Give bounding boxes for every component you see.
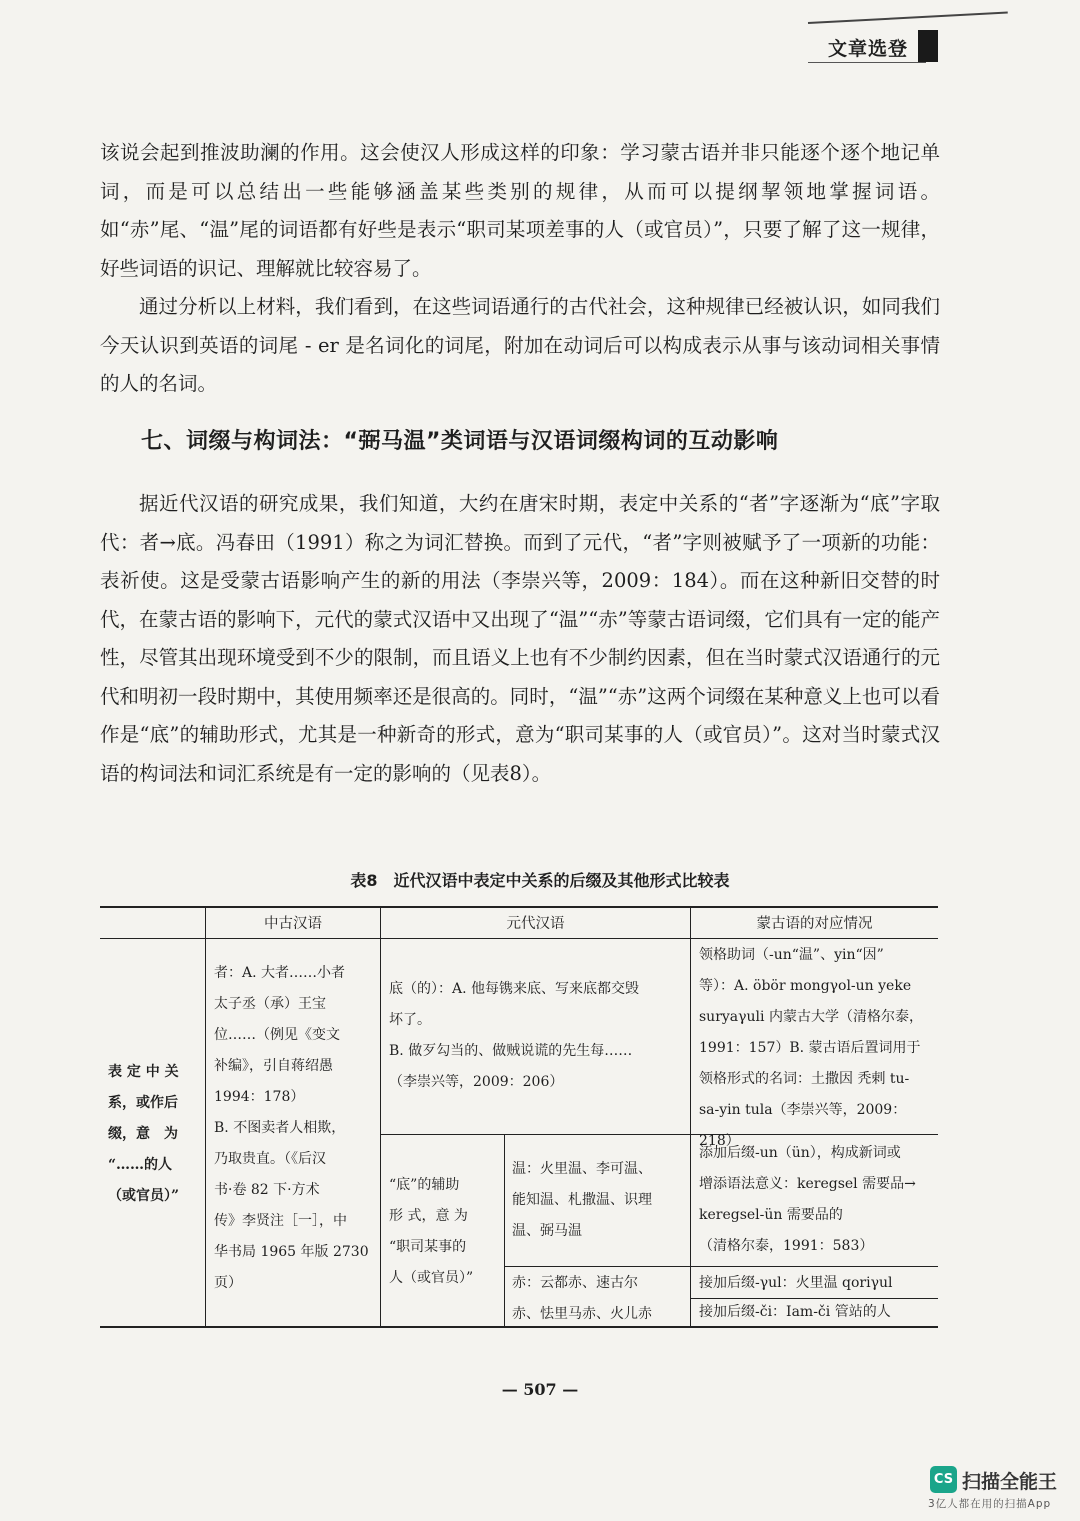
- table-col-rule: [504, 1134, 505, 1328]
- table-top-rule: [100, 906, 938, 908]
- table-col-rule: [380, 906, 381, 1328]
- table-row-rule: [504, 1266, 938, 1267]
- table-header: 蒙古语的对应情况: [756, 916, 873, 932]
- header-underline: [808, 62, 926, 63]
- table-cell-chi-examples: 赤：云都赤、速古尔 赤、怯里马赤、火儿赤: [512, 1275, 652, 1322]
- table-col-rule: [205, 906, 206, 1328]
- body-text-top: [100, 134, 940, 404]
- table-cell-mongol-chi-1: 接加后缀-γul：火里温 qoriγul: [699, 1275, 893, 1291]
- header-rule: [808, 12, 1008, 24]
- table-col-rule: [690, 906, 691, 1328]
- paragraph: 通过分析以上材料，我们看到，在这些词语通行的古代社会，这种规律已经被认识，如同我们今天认识到英语的词尾 - er 是名词化的词尾，附加在动词后可以构成表示从事与该动词相关事情的人的名词。: [100, 295, 940, 395]
- comparison-table: [100, 906, 938, 1330]
- camscanner-logo-icon: CS: [930, 1466, 957, 1493]
- table-row-label: 表 定 中 关 系，或作后 缀，意 为 “……的人 （或官员）”: [108, 1064, 180, 1204]
- table-caption: 表8 近代汉语中表定中关系的后缀及其他形式比较表: [350, 871, 730, 890]
- table-cell-mongol-chi-2: 接加后缀-či：Iam-či 管站的人: [699, 1304, 891, 1320]
- table-cell-middle-chinese: 者：A. 大者……小者 太子丞（承）王宝 位……（例见《变文 补编》，引自蒋绍愚 1994：178） B. 不图卖者人相欺， 乃取贵直。（《后汉 书·卷 82 下·方术 传》李贤注［一］，中 华书局 1965 年版 2730 页）: [214, 965, 369, 1291]
- paragraph: 据近代汉语的研究成果，我们知道，大约在唐宋时期，表定中关系的“者”字逐渐为“底”字取代：者→底。冯春田（1991）称之为词汇替换。而到了元代，“者”字则被赋予了一项新的功能：表祈使。这是受蒙古语影响产生的新的用法（李崇兴等，2009：184）。而在这种新旧交替的时代，在蒙古语的影响下，元代的蒙式汉语中又出现了“温”“赤”等蒙古语词缀，它们具有一定的能产性，尽管其出现环境受到不少的限制，而且语义上也有不少制约因素，但在当时蒙式汉语通行的元代和明初一段时期中，其使用频率还是很高的。同时，“温”“赤”这两个词缀在某种意义上也可以看作是“底”的辅助形式，尤其是一种新奇的形式，意为“职司某事的人（或官员）”。这对当时蒙式汉语的构词法和词汇系统是有一定的影响的（见表8）。: [100, 492, 940, 785]
- watermark-title: 扫描全能王: [962, 1471, 1058, 1493]
- table-cell-mongol-di: 领格助词（-un“温”、yin“因” 等）：A. öbör mongγol-un yeke suryaγuli 内蒙古大学（清格尔泰， 1991：157）B. 蒙古语后置词用于 领格形式的名词：土撒因 秃剌 tu- sa-yin tula（李崇兴等，2009：218）: [699, 947, 923, 1149]
- table-cell-mongol-wen: 添加后缀-un（ün），构成新词或 增添语法意义：keregsel 需要品→ keregsel-ün 需要品的 （清格尔泰，1991：583）: [699, 1145, 916, 1254]
- table-cell-wen-examples: 温：火里温、李可温、 能知温、札撒温、识理 温、弼马温: [512, 1161, 652, 1239]
- watermark-subtitle: 3亿人都在用的扫描App: [928, 1498, 1052, 1510]
- table-header-rule: [100, 938, 938, 939]
- table-cell-yuan-di: 底（的）：A. 他每镌来底、写来底都交毁 坏了。 B. 做歹勾当的、做贼说谎的先生每…… （李崇兴等，2009：206）: [389, 981, 640, 1090]
- header-tab-block: [918, 30, 938, 62]
- page-number: — 507 —: [501, 1380, 579, 1399]
- table-header: 元代汉语: [506, 916, 565, 932]
- section-heading: 七、词缀与构词法：“弼马温”类词语与汉语词缀构词的互动影响: [141, 429, 779, 454]
- body-text-main: [100, 485, 940, 793]
- section-title: 文章选登: [828, 38, 909, 60]
- table-cell-aux-form: “底”的辅助 形 式，意 为 “职司某事的 人（或官员）”: [389, 1177, 474, 1286]
- table-header: 中古汉语: [264, 916, 322, 932]
- paragraph: 该说会起到推波助澜的作用。这会使汉人形成这样的印象：学习蒙古语并非只能逐个逐个地记单词，而是可以总结出一些能够涵盖某些类别的规律，从而可以提纲挈领地掌握词语。如“赤”尾、“温”尾的词语都有好些是表示“职司某项差事的人（或官员）”，只要了解了这一规律，好些词语的识记、理解就比较容易了。: [100, 141, 940, 280]
